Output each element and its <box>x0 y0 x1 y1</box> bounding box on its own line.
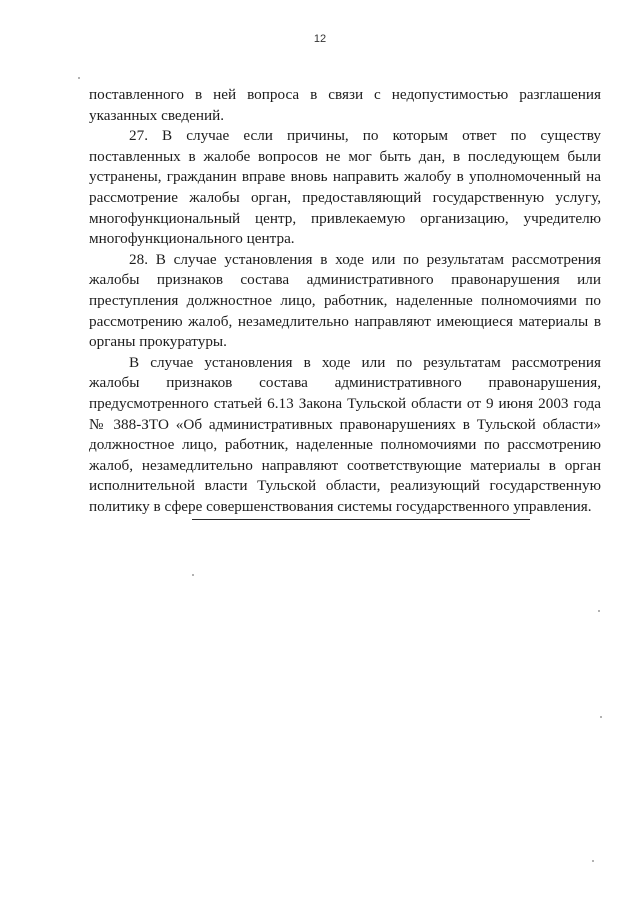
end-separator-line <box>192 519 530 520</box>
scan-speck <box>600 716 602 718</box>
text-line: 27. В случае если причины, по которым ответ по существу <box>129 127 601 145</box>
text-line: рассмотрение жалобы орган, предоставляющий государственную услугу, <box>89 188 601 206</box>
text-line: рассмотрению жалоб, незамедлительно направляют имеющиеся материалы в <box>89 312 601 330</box>
paragraph-continuation <box>89 85 601 126</box>
text-line: исполнительной власти Тульской области, реализующий государственную <box>89 477 601 495</box>
text-line: предусмотренного статьей 6.13 Закона Тульской области от 9 июня 2003 года <box>89 394 601 412</box>
text-line: указанных сведений. <box>89 106 225 124</box>
page-number: 12 <box>313 33 327 45</box>
scan-speck <box>78 77 80 79</box>
scan-speck <box>598 610 600 612</box>
text-line: 28. В случае установления в ходе или по результатам рассмотрения <box>129 250 601 268</box>
text-line: преступления должностное лицо, работник, наделенные полномочиями по <box>89 291 601 309</box>
scan-speck <box>592 860 594 862</box>
paragraph-27 <box>89 126 601 250</box>
text-line: органы прокуратуры. <box>89 333 227 351</box>
text-line: В случае установления в ходе или по результатам рассмотрения <box>129 353 601 371</box>
text-line: поставленного в ней вопроса в связи с недопустимостью разглашения <box>89 86 601 103</box>
text-line: № 388-ЗТО «Об административных правонарушениях в Тульской области» <box>89 415 601 433</box>
text-line: жалоб, незамедлительно направляют соответствующие материалы в орган <box>89 456 601 474</box>
paragraph-28-continued <box>89 353 601 518</box>
text-line: жалобы признаков состава административного правонарушения, <box>89 374 601 392</box>
scan-speck <box>192 574 194 576</box>
document-body <box>89 85 601 517</box>
text-line: политику в сфере совершенствования системы государственного управления. <box>89 497 592 515</box>
text-line: поставленных в жалобе вопросов не мог быть дан, в последующем были <box>89 147 601 165</box>
text-line: должностное лицо, работник, наделенные полномочиями по рассмотрению <box>89 436 601 454</box>
text-line: устранены, гражданин вправе вновь направить жалобу в уполномоченный на <box>89 168 601 186</box>
text-line: многофункционального центра. <box>89 230 295 248</box>
text-line: многофункциональный центр, привлекаемую организацию, учредителю <box>89 209 601 227</box>
text-line: жалобы признаков состава административного правонарушения или <box>89 271 601 289</box>
paragraph-28 <box>89 250 601 353</box>
